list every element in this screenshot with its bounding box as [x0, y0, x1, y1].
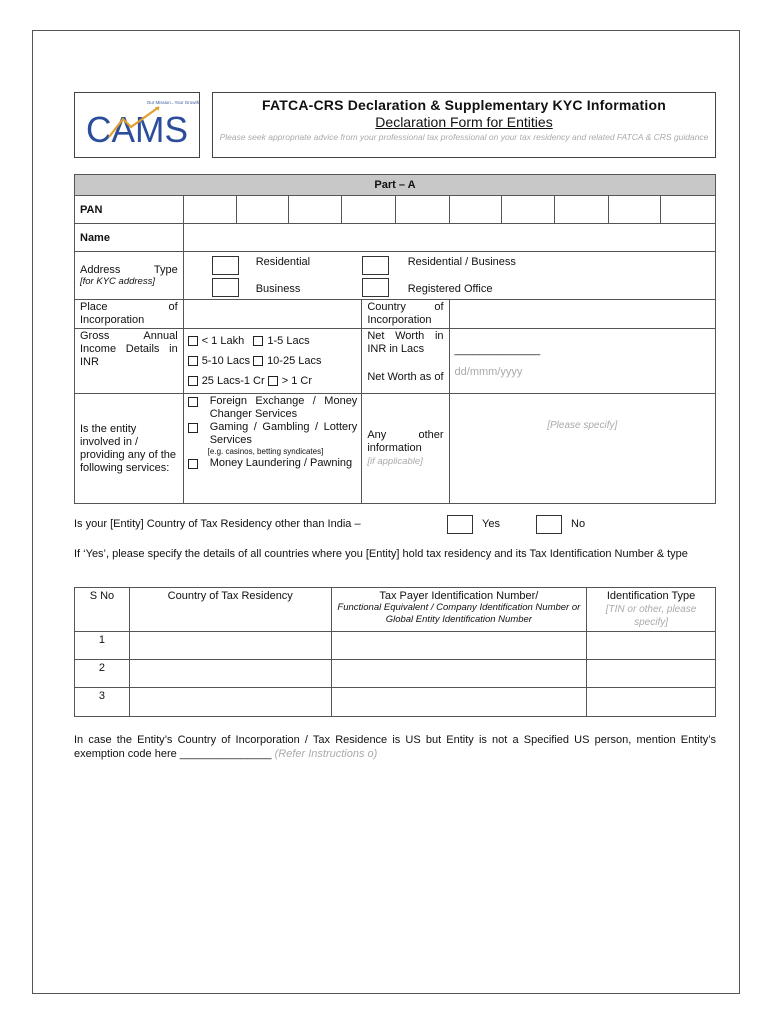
income-25lacs-1cr-checkbox[interactable] — [188, 376, 198, 386]
pan-box-3[interactable] — [289, 196, 342, 224]
col-type-header: Identification Type — [606, 590, 696, 602]
income-option-4: 10-25 Lacs — [267, 355, 322, 367]
service-forex-label: Foreign Exchange / Money Changer Services — [209, 395, 358, 420]
cams-logo — [74, 92, 200, 158]
form-advice-note: Please seek appropriate advice from your professional tax professional on your tax residency and related FATCA & CRS guidance — [219, 132, 709, 142]
residency-question — [74, 518, 716, 530]
service-forex-checkbox[interactable] — [188, 397, 198, 407]
pan-box-10[interactable] — [661, 196, 716, 224]
logo-text: CAMS — [86, 109, 188, 150]
logo-tagline: Our Mission...Your Growth — [146, 100, 199, 105]
col-tin-sub: Functional Equivalent / Company Identification Number or Global Entity Identification Number — [337, 602, 581, 625]
country-cell[interactable] — [129, 660, 331, 688]
type-cell[interactable] — [587, 660, 716, 688]
type-cell[interactable] — [587, 632, 716, 660]
residency-yes-label: Yes — [482, 518, 500, 530]
country-of-incorporation-field[interactable] — [449, 300, 715, 329]
pan-box-4[interactable] — [342, 196, 395, 224]
country-cell[interactable] — [129, 688, 331, 717]
address-res-business-label: Residential / Business — [407, 256, 516, 268]
net-worth-field[interactable]: ______________ — [454, 344, 541, 356]
table-row — [75, 632, 716, 660]
col-tin-header: Tax Payer Identification Number/ — [379, 590, 539, 602]
pan-label: PAN — [75, 196, 184, 224]
form-subtitle: Declaration Form for Entities — [375, 114, 553, 130]
pan-box-9[interactable] — [608, 196, 661, 224]
part-a-heading: Part – A — [75, 175, 716, 196]
place-of-incorporation-field[interactable] — [183, 300, 362, 329]
country-of-incorporation-label: Country of Incorporation — [362, 300, 449, 329]
service-laundering-label: Money Laundering / Pawning — [209, 457, 353, 469]
residency-question-text: Is your [Entity] Country of Tax Residency other than India – — [74, 518, 361, 530]
type-cell[interactable] — [587, 688, 716, 717]
place-of-incorporation-label: Place of Incorporation — [75, 300, 184, 329]
col-type-sub: [TIN or other, please specify] — [605, 604, 697, 628]
residency-instruction: If ‘Yes’, please specify the details of all countries where you [Entity] hold tax residency and its Tax Identification Number & type — [74, 548, 688, 560]
other-info-field[interactable]: [Please specify] — [449, 394, 715, 504]
tin-cell[interactable] — [331, 632, 587, 660]
name-label: Name — [75, 224, 184, 252]
residency-yes-checkbox[interactable] — [447, 515, 473, 534]
income-option-6: > 1 Cr — [281, 375, 312, 387]
service-gaming-checkbox[interactable] — [188, 423, 198, 433]
address-residential-checkbox[interactable] — [212, 256, 239, 275]
pan-box-8[interactable] — [554, 196, 608, 224]
residency-no-checkbox[interactable] — [536, 515, 562, 534]
other-info-label: Any other information — [367, 429, 444, 454]
address-business-label: Business — [255, 283, 301, 295]
income-option-3: 5-10 Lacs — [201, 355, 250, 367]
col-sno-header: S No — [75, 588, 130, 632]
tin-cell[interactable] — [331, 688, 587, 717]
service-laundering-checkbox[interactable] — [188, 459, 198, 469]
row-sno: 3 — [75, 688, 130, 717]
net-worth-asof-label: Net Worth as of — [367, 371, 444, 383]
exemption-reference: (Refer Instructions o) — [274, 748, 378, 760]
gross-income-label: Gross Annual Income Details in INR — [75, 329, 184, 394]
net-worth-label: Net Worth in INR in Lacs — [367, 330, 444, 355]
pan-box-2[interactable] — [236, 196, 289, 224]
pan-box-7[interactable] — [502, 196, 555, 224]
row-sno: 1 — [75, 632, 130, 660]
table-row — [75, 688, 716, 717]
tin-cell[interactable] — [331, 660, 587, 688]
name-field[interactable] — [183, 224, 715, 252]
row-sno: 2 — [75, 660, 130, 688]
service-gaming-label: Gaming / Gambling / Lottery Services — [209, 421, 358, 446]
income-10-25lacs-checkbox[interactable] — [253, 356, 263, 366]
net-worth-date-field[interactable]: dd/mmm/yyyy — [454, 366, 523, 378]
address-registered-office-label: Registered Office — [407, 283, 493, 295]
address-type-label: Address Type — [80, 264, 178, 276]
pan-box-6[interactable] — [449, 196, 502, 224]
col-country-header: Country of Tax Residency — [129, 588, 331, 632]
income-option-2: 1-5 Lacs — [267, 335, 310, 347]
income-5-10lacs-checkbox[interactable] — [188, 356, 198, 366]
address-residential-label: Residential — [255, 256, 311, 268]
income-lt1lakh-checkbox[interactable] — [188, 336, 198, 346]
services-label: Is the entity involved in / providing any of the following services: — [75, 394, 184, 504]
exemption-paragraph — [74, 733, 716, 761]
address-registered-office-checkbox[interactable] — [362, 278, 389, 297]
tax-residency-table — [74, 587, 716, 717]
income-option-5: 25 Lacs-1 Cr — [201, 375, 265, 387]
address-business-checkbox[interactable] — [212, 278, 239, 297]
residency-no-label: No — [571, 518, 586, 530]
address-res-business-checkbox[interactable] — [362, 256, 389, 275]
part-a-table — [74, 174, 716, 504]
pan-box-5[interactable] — [395, 196, 449, 224]
country-cell[interactable] — [129, 632, 331, 660]
other-info-sub: [if applicable] — [367, 456, 423, 467]
pan-box-1[interactable] — [183, 196, 236, 224]
exemption-text: In case the Entity’s Country of Incorporation / Tax Residence is US but Entity is not a Specified US person, mention Entity’s exemption code here _______________ — [74, 734, 716, 760]
address-type-sub: [for KYC address] — [80, 276, 155, 287]
income-option-1: < 1 Lakh — [201, 335, 245, 347]
table-row — [75, 660, 716, 688]
income-gt1cr-checkbox[interactable] — [268, 376, 278, 386]
income-1-5lacs-checkbox[interactable] — [253, 336, 263, 346]
form-title-box — [212, 92, 716, 158]
form-title: FATCA-CRS Declaration & Supplementary KYC Information — [262, 97, 666, 113]
service-gaming-note: [e.g. casinos, betting syndicates] — [207, 447, 324, 456]
